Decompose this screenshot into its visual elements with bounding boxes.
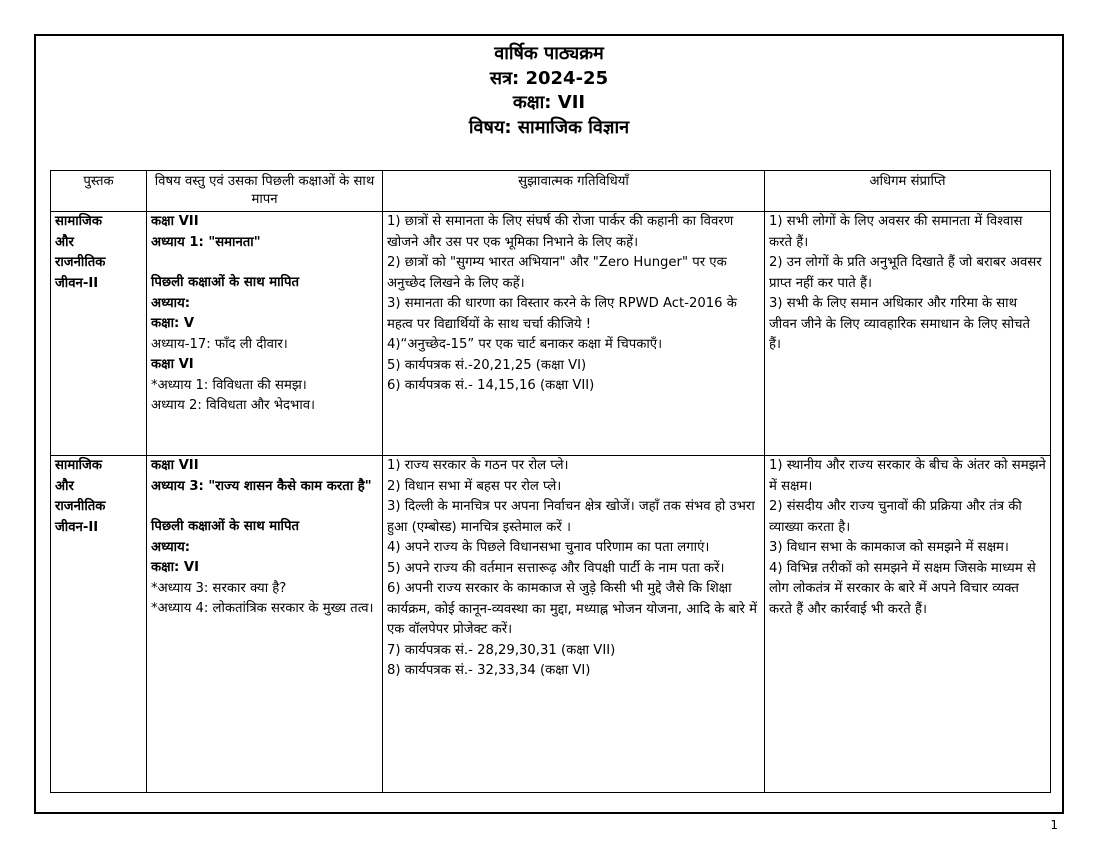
content-chapter: अध्याय 1: "समानता" bbox=[151, 234, 261, 250]
mapped-label: अध्याय: bbox=[151, 295, 191, 311]
book-line: राजनीतिक bbox=[55, 255, 106, 270]
col-header-book: पुस्तक bbox=[51, 171, 147, 212]
prev-chapter: *अध्याय 3: सरकार क्या है? bbox=[151, 580, 287, 596]
book-line: राजनीतिक bbox=[55, 499, 106, 514]
outcomes-cell bbox=[765, 212, 1051, 456]
book-line: और bbox=[55, 234, 74, 250]
table-row bbox=[51, 456, 1051, 793]
col-header-activities: सुझावात्मक गतिविधियाँ bbox=[383, 171, 765, 212]
activity-item: 6) अपनी राज्य सरकार के कामकाज से जुड़े किसी भी मुद्दे जैसे कि शिक्षा कार्यक्रम, कोई कानून-व्यवस्था का मुद्दा, मध्याह्न भोजन योजना, आदि के बारे में एक वॉलपेपर प्रोजेक्ट करें। bbox=[387, 581, 758, 637]
activity-item: 7) कार्यपत्रक सं.- 28,29,30,31 (कक्षा VII) bbox=[387, 642, 616, 658]
prev-class: कक्षा VI bbox=[151, 357, 194, 372]
prev-class: कक्षा: VI bbox=[151, 560, 199, 575]
outcome-item: 3) विधान सभा के कामकाज को समझने में सक्षम। bbox=[769, 540, 1009, 555]
book-line: सामाजिक bbox=[55, 214, 102, 229]
doc-title: वार्षिक पाठ्यक्रम bbox=[494, 43, 604, 64]
mapped-label: अध्याय: bbox=[151, 539, 191, 555]
activity-item: 8) कार्यपत्रक सं.- 32,33,34 (कक्षा VI) bbox=[387, 663, 591, 678]
activity-item: 1) राज्य सरकार के गठन पर रोल प्ले। bbox=[387, 458, 569, 473]
prev-chapter: अध्याय 2: विविधता और भेदभाव। bbox=[151, 398, 316, 413]
content-chapter: अध्याय 3: "राज्य शासन कैसे काम करता है" bbox=[151, 478, 372, 494]
col-header-outcomes: अधिगम संप्राप्ति bbox=[765, 171, 1051, 212]
col-header-content: विषय वस्तु एवं उसका पिछली कक्षाओं के साथ मापन bbox=[147, 171, 383, 212]
book-cell bbox=[51, 212, 147, 456]
content-class: कक्षा VII bbox=[151, 458, 199, 473]
page-frame bbox=[34, 34, 1064, 814]
activity-item: 6) कार्यपत्रक सं.- 14,15,16 (कक्षा VII) bbox=[387, 378, 595, 393]
activities-cell bbox=[383, 212, 765, 456]
document-heading bbox=[36, 42, 1062, 140]
book-line: सामाजिक bbox=[55, 458, 102, 473]
prev-chapter: *अध्याय 1: विविधता की समझ। bbox=[151, 377, 307, 393]
doc-class: कक्षा: VII bbox=[512, 92, 586, 113]
table-row bbox=[51, 212, 1051, 456]
outcome-item: 2) उन लोगों के प्रति अनुभूति दिखाते हैं जो बराबर अवसर प्राप्त नहीं कर पाते हैं। bbox=[769, 255, 1042, 291]
doc-subject: विषय: सामाजिक विज्ञान bbox=[468, 116, 630, 138]
page-number: 1 bbox=[1050, 818, 1058, 832]
prev-chapter: *अध्याय 4: लोकतांत्रिक सरकार के मुख्य तत्व। bbox=[151, 601, 374, 616]
outcome-item: 1) सभी लोगों के लिए अवसर की समानता में विश्वास करते हैं। bbox=[769, 214, 1023, 250]
table-header-row bbox=[51, 171, 1051, 212]
mapped-heading: पिछली कक्षाओं के साथ मापित bbox=[151, 275, 299, 290]
outcomes-cell bbox=[765, 456, 1051, 793]
book-line: जीवन-II bbox=[55, 519, 99, 535]
activity-item: 4)“अनुच्छेद-15” पर एक चार्ट बनाकर कक्षा में चिपकाएँ। bbox=[387, 337, 663, 352]
outcome-item: 1) स्थानीय और राज्य सरकार के बीच के अंतर को समझने में सक्षम। bbox=[769, 458, 1046, 494]
activity-item: 5) अपने राज्य की वर्तमान सत्तारूढ़ और विपक्षी पार्टी के नाम पता करें। bbox=[387, 560, 725, 576]
book-cell bbox=[51, 456, 147, 793]
outcome-item: 2) संसदीय और राज्य चुनावों की प्रक्रिया और तंत्र की व्याख्या करता है। bbox=[769, 499, 1022, 535]
book-line: और bbox=[55, 478, 74, 494]
prev-class: कक्षा: V bbox=[151, 316, 195, 331]
activity-item: 4) अपने राज्य के पिछले विधानसभा चुनाव परिणाम का पता लगाएं। bbox=[387, 540, 710, 555]
activities-cell bbox=[383, 456, 765, 793]
doc-session: सत्र: 2024-25 bbox=[489, 67, 609, 89]
syllabus-table bbox=[50, 170, 1051, 793]
mapped-heading: पिछली कक्षाओं के साथ मापित bbox=[151, 519, 299, 534]
activity-item: 3) समानता की धारणा का विस्तार करने के लिए RPWD Act-2016 के महत्व पर विद्यार्थियों के साथ चर्चा कीजिये ! bbox=[387, 296, 737, 332]
prev-chapter: अध्याय-17: फाँद ली दीवार। bbox=[151, 336, 288, 352]
outcome-item: 3) सभी के लिए समान अधिकार और गरिमा के साथ जीवन जीने के लिए व्यावहारिक समाधान के लिए सोचते हैं। bbox=[769, 296, 1031, 352]
activity-item: 1) छात्रों से समानता के लिए संघर्ष की रोजा पार्कर की कहानी का विवरण खोजने और उस पर एक भूमिका निभाने के लिए कहें। bbox=[387, 214, 734, 250]
book-line: जीवन-II bbox=[55, 275, 99, 291]
content-cell bbox=[147, 212, 383, 456]
activity-item: 2) छात्रों को "सुगम्य भारत अभियान" और "Zero Hunger" पर एक अनुच्छेद लिखने के लिए कहें। bbox=[387, 255, 727, 291]
content-cell bbox=[147, 456, 383, 793]
activity-item: 3) दिल्ली के मानचित्र पर अपना निर्वाचन क्षेत्र खोजें। जहाँ तक संभव हो उभरा हुआ (एम्बोस्ड) मानचित्र इस्तेमाल करें । bbox=[387, 499, 755, 535]
content-class: कक्षा VII bbox=[151, 214, 199, 229]
activity-item: 5) कार्यपत्रक सं.-20,21,25 (कक्षा VI) bbox=[387, 357, 587, 373]
activity-item: 2) विधान सभा में बहस पर रोल प्ले। bbox=[387, 478, 562, 494]
outcome-item: 4) विभिन्न तरीकों को समझने में सक्षम जिसके माध्यम से लोग लोकतंत्र में सरकार के बारे में अपने विचार व्यक्त करते हैं और कार्रवाई भी करते हैं। bbox=[769, 560, 1036, 617]
